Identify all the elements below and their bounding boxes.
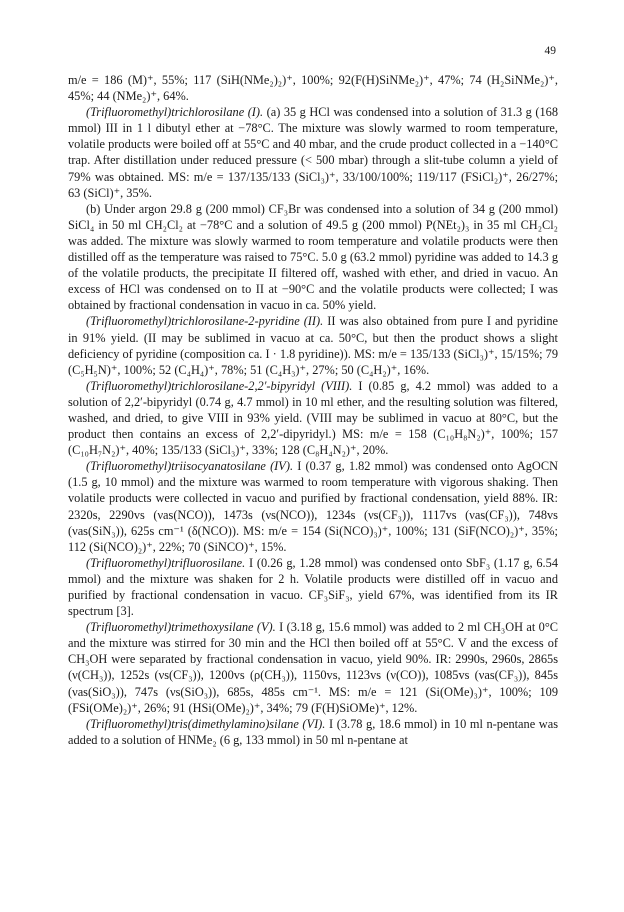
paragraph-text: I (3.78 g, 18.6 mmol) in 10 ml n-pentane was added to a solution of HNMe₂ (6 g, 133 mmol) in 50 ml n-pentane at [68, 716, 558, 747]
paragraph-text: (a) 35 g HCl was condensed into a solution of 31.3 g (168 mmol) III in 1 l dibutyl ether at −78°C. The mixture was slowly warmed to room temperature, volatile products were boiled off at 55°C and 40 mbar, and the crude product collected in a −140°C trap. After distillation under reduced pressure (< 500 mbar) through a slit-tube column a yield of 79% was obtained. MS: m/e = 137/135/133 (SiCl₃)⁺, 33/100/100%; 119/117 (FSiCl₂)⁺, 26/27%; 63 (SiCl)⁺, 35%. [68, 105, 558, 200]
paragraph-text: II was also obtained from pure I and pyridine in 91% yield. (II may be sublimed in vacuo at ca. 50°C, but then the product shows a slight deficiency of pyridine (composition ca. I · 1.8 pyridine)). MS: m/e = 135/133 (SiCl₃)⁺, 15/15%; 79 (C₅H₅N)⁺, 100%; 52 (C₄H₄)⁺, 78%; 51 (C₄H₃)⁺, 27%; 50 (C₄H₂)⁺, 16%. [68, 314, 558, 377]
compound-heading: (Trifluoromethyl)trichlorosilane (I). [86, 105, 264, 120]
paragraph-trichlorosilane-b [68, 201, 558, 314]
paragraph-text: I (0.37 g, 1.82 mmol) was condensed onto AgOCN (1.5 g, 10 mmol) and the mixture was warmed to room temperature with vigorous shaking. Then volatile products were collected in vacuo and purified by fractional condensation, yield 88%. IR: 2320s, 2290vs (νas(NCO)), 1473s (νs(NCO)), 1234s (νs(CF₃)), 1117vs (νas(CF₃)), 748vs (νas(SiN₃)), 625s cm⁻¹ (δ(NCO)). MS: m/e = 154 (Si(NCO)₃)⁺, 100%; 131 (SiF(NCO)₂)⁺, 35%; 112 (Si(NCO)₂)⁺, 22%; 70 (SiNCO)⁺, 15%. [68, 459, 558, 554]
paragraph-trifluorosilane [68, 555, 558, 619]
paragraph-bipyridyl-adduct [68, 378, 558, 458]
paragraph-text: I (0.26 g, 1.28 mmol) was condensed onto SbF₃ (1.17 g, 6.54 mmol) and the mixture was shaken for 2 h. Volatile products were distilled off in vacuo and purified by fractional condensation in vacuo. CF₃SiF₃, yield 67%, was identified from its IR spectrum [3]. [68, 555, 558, 619]
paragraph-text: I (0.85 g, 4.2 mmol) was added to a solution of 2,2′-bipyridyl (0.74 g, 4.7 mmol) in 10 ml ether, and the resulting solution was filtered, washed, and dried, to give VIII in 93% yield. (VIII may be sublimed in vacuo at 80°C, but the product then contains an excess of 2,2′-dipyridyl.) MS: m/e = 158 (C₁₀H₈N₂)⁺, 100%; 157 (C₁₀H₇N₂)⁺, 40%; 135/133 (SiCl₃)⁺, 33%; 128 (C₈H₄N₂)⁺, 20%. [68, 378, 558, 458]
compound-heading: (Trifluoromethyl)trichlorosilane-2,2′-bipyridyl (VIII). [86, 378, 353, 393]
compound-heading: (Trifluoromethyl)triisocyanatosilane (IV). [86, 459, 294, 474]
paragraph-text: I (3.18 g, 15.6 mmol) was added to 2 ml CH₃OH at 0°C and the mixture was stirred for 30 min and the HCl then boiled off at 55°C. V and the excess of CH₃OH were separated by fractional condensation in vacuo, yield 90%. IR: 2990s, 2960s, 2865s (ν(CH₃)), 1252s (νs(CF₃)), 1200vs (ρ(CH₃)), 1150vs, 1123vs (ν(CO)), 1085vs (νas(CF₃)), 845s (νas(SiO₃)), 747s (νs(SiO₃)), 685s, 485s cm⁻¹. MS: m/e = 121 (Si(OMe)₃)⁺, 100%; 109 (FSi(OMe)₂)⁺, 26%; 91 (HSi(OMe)₂)⁺, 34%; 79 (F(H)SiOMe)⁺, 12%. [68, 620, 559, 715]
paragraph-tris-dimethylamino-silane [68, 716, 558, 748]
paragraph-trichlorosilane-a [68, 104, 558, 201]
page-number: 49 [544, 45, 556, 57]
compound-heading: (Trifluoromethyl)trichlorosilane-2-pyridine (II). [86, 314, 324, 329]
compound-heading: (Trifluoromethyl)tris(dimethylamino)silane (VI). [86, 716, 326, 731]
compound-heading: (Trifluoromethyl)trimethoxysilane (V). [86, 620, 276, 635]
compound-heading: (Trifluoromethyl)trifluorosilane. [86, 555, 246, 570]
paragraph-text: m/e = 186 (M)⁺, 55%; 117 (SiH(NMe₂)₂)⁺, 100%; 92(F(H)SiNMe₂)⁺, 47%; 74 (H₂SiNMe₂)⁺, 45%; 44 (NMe₂)⁺, 64%. [68, 73, 558, 104]
body-text [68, 72, 558, 748]
paragraph-trimethoxysilane [68, 619, 558, 716]
paragraph-ms-continuation [68, 72, 558, 104]
paragraph-text: (b) Under argon 29.8 g (200 mmol) CF₃Br was condensed into a solution of 34 g (200 mmol) SiCl₄ in 50 ml CH₂Cl₂ at −78°C and a solution of 49.5 g (200 mmol) P(NEt₂)₃ in 35 ml CH₂Cl₂ was added. The mixture was slowly warmed to room temperature and volatile products were then distilled off as the temperature was raised to 75°C. 5.0 g (63.2 mmol) pyridine was added to 14.3 g of the volatile products, the precipitate II filtered off, washed with ether, and dried in vacuo. An excess of HCl was condensed on to II at −90°C and the volatile products were collected; I was obtained by fractional condensation in vacuo in ca. 50% yield. [68, 201, 558, 313]
paragraph-pyridine-adduct [68, 313, 558, 377]
paragraph-triisocyanatosilane [68, 458, 558, 555]
